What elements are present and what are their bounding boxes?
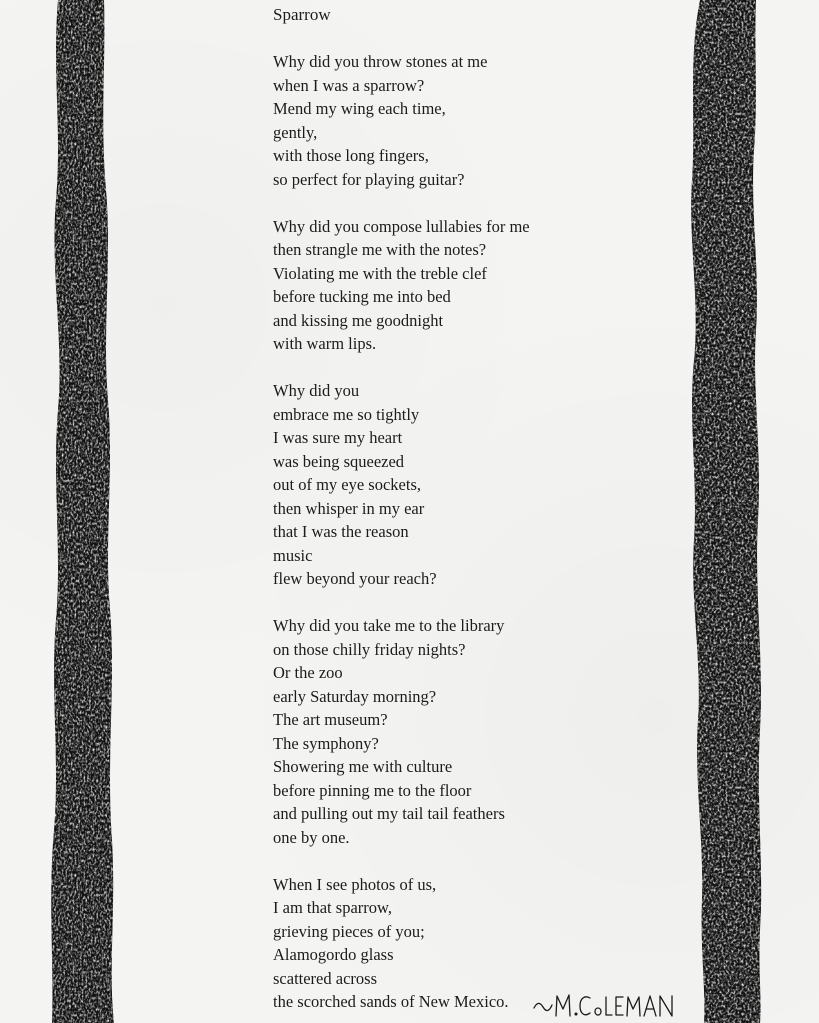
crayon-stripe-right: [684, 0, 768, 1023]
poem-line: when I was a sparrow?: [273, 75, 425, 95]
poem-line: before pinning me to the floor: [273, 780, 472, 800]
poem-line: the scorched sands of New Mexico.: [273, 992, 509, 1011]
signature: [532, 988, 680, 1022]
poem-line: Mend my wing each time,: [273, 99, 446, 118]
poem-line: Why did you compose lullabies for me: [273, 216, 530, 236]
poem-line: with warm lips.: [273, 334, 377, 353]
poem-line: then whisper in my ear: [273, 498, 425, 518]
poem-line: Why did you throw stones at me: [273, 52, 488, 71]
poem-line: was being squeezed: [273, 451, 405, 471]
poem-line: music: [273, 545, 313, 565]
poem-line: Showering me with culture: [273, 757, 453, 776]
poem-line: Why did you take me to the library: [273, 616, 505, 635]
poem-line: on those chilly friday nights?: [273, 639, 466, 659]
poem-line: gently,: [273, 122, 318, 142]
poem-line: Violating me with the treble clef: [273, 263, 487, 283]
poem-line: Why did you: [273, 381, 360, 400]
poem-line: grieving pieces of you;: [273, 921, 425, 941]
poem-line: I was sure my heart: [273, 428, 403, 447]
poem-line: embrace me so tightly: [273, 404, 420, 424]
poem-line: When I see photos of us,: [273, 874, 437, 894]
poem-line: then strangle me with the notes?: [273, 240, 487, 259]
poem-line: that I was the reason: [273, 522, 409, 541]
poem-stanza: [273, 27, 673, 192]
crayon-stripe-left: [44, 0, 118, 1023]
poem-line: out of my eye sockets,: [273, 475, 422, 494]
poem-line: with those long fingers,: [273, 146, 429, 165]
poem-line: scattered across: [273, 968, 377, 988]
poem-line: early Saturday morning?: [273, 686, 437, 706]
poem-line: The art museum?: [273, 710, 388, 729]
poem-stanza: [273, 191, 673, 356]
poem-line: and pulling out my tail tail feathers: [273, 804, 505, 823]
poem-line: one by one.: [273, 827, 350, 847]
poem-body: [273, 27, 673, 1014]
poem-line: I am that sparrow,: [273, 898, 392, 917]
poem-stanza: [273, 356, 673, 591]
poem-line: The symphony?: [273, 733, 379, 753]
poem-stanza: [273, 591, 673, 850]
poem-line: before tucking me into bed: [273, 287, 451, 306]
poem-line: and kissing me goodnight: [273, 310, 444, 330]
poem-line: Alamogordo glass: [273, 945, 394, 964]
poem-line: so perfect for playing guitar?: [273, 169, 465, 189]
poem: [273, 3, 673, 1014]
poem-line: flew beyond your reach?: [273, 569, 437, 588]
poem-title: Sparrow: [273, 5, 331, 24]
poem-line: Or the zoo: [273, 663, 343, 682]
